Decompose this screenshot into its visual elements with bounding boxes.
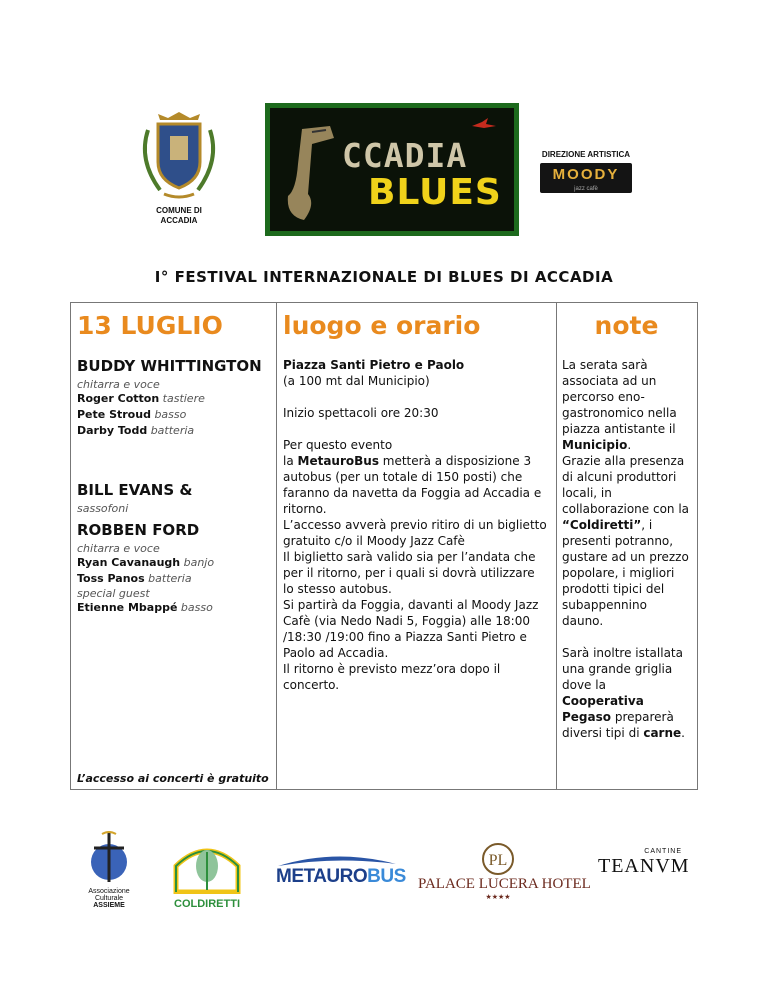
artistic-direction: [540, 150, 632, 193]
festival-title: I° FESTIVAL INTERNAZIONALE DI BLUES DI ACCADIA: [154, 268, 614, 286]
notes-column: [556, 303, 697, 789]
assieme-line1: Associazione: [88, 888, 130, 895]
sponsor-teanum: [598, 848, 688, 878]
bus-paragraph: la MetauroBus metterà a disposizione 3 autobus (per un totale di 150 posti) che faranno da navetta da Foggia ad Accadia e ritorno.: [283, 454, 542, 516]
sponsor-palace-lucera: [418, 842, 591, 901]
moody-logo: [540, 163, 632, 193]
sponsor-coldiretti: [172, 836, 242, 910]
location-header: luogo e orario: [283, 311, 481, 340]
artist-name: ROBBEN FORD: [77, 521, 200, 539]
artists-column: [71, 303, 276, 789]
direction-caption: DIREZIONE ARTISTICA: [541, 150, 631, 159]
note-paragraph: Grazie alla presenza di alcuni produttori locali, in collaborazione con la “Coldiretti”, i presenti potranno, gustare ad un prezzo popolare, i migliori prodotti tipici del subappennino dauno.: [562, 454, 690, 628]
coldiretti-text: COLDIRETTI: [174, 898, 240, 910]
bus-paragraph: Si partirà da Foggia, davanti al Moody Jazz Cafè (via Nedo Nadi 5, Foggia) alle 18:00 /18:30 /19:00 fino a Piazza Santi Pietro e Paolo ad Accadia.: [283, 598, 539, 660]
schedule-table: [70, 302, 698, 790]
crest-caption-line1: COMUNE DI: [156, 206, 202, 215]
globe-icon: [84, 830, 134, 884]
bird-icon: [470, 116, 498, 132]
location-title: Piazza Santi Pietro e Paolo: [283, 358, 465, 372]
logo-word-blues: BLUES: [368, 172, 502, 213]
artist-role: sassofoni: [77, 502, 129, 515]
moody-logo-text: MOODY: [552, 166, 620, 183]
artist-block-1: [77, 357, 270, 439]
artist-block-3: [77, 521, 270, 616]
bus-paragraph: Il ritorno è previsto mezz’ora dopo il concerto.: [283, 662, 501, 692]
assieme-line3: ASSIEME: [93, 902, 125, 909]
start-time: Inizio spettacoli ore 20:30: [283, 406, 439, 420]
date-header: 13 LUGLIO: [77, 311, 223, 340]
sponsor-metaurobus: [276, 854, 406, 890]
artist-role: chitarra e voce: [77, 542, 160, 555]
comune-crest: [130, 110, 228, 228]
teanum-text: TEANVM: [598, 855, 690, 877]
logo-word-accadia: CCADIA: [342, 136, 468, 175]
sponsor-assieme: [84, 830, 134, 909]
band-member: Etienne Mbappé basso: [77, 601, 213, 614]
assieme-line2: Culturale: [94, 895, 123, 902]
artist-block-2: [77, 481, 270, 515]
notes-header: note: [594, 311, 659, 340]
bus-paragraph: Il biglietto sarà valido sia per l’andata che per il ritorno, per i quali si dovrà utilizzare lo stesso autobus.: [283, 550, 536, 596]
crest-caption-line2: ACCADIA: [160, 216, 198, 225]
metaurobus-text: METAUROBUS: [276, 866, 406, 887]
band-member: Pete Stroud basso: [77, 408, 187, 421]
svg-text:PL: PL: [488, 852, 508, 869]
band-member: Ryan Cavanaugh banjo: [77, 556, 215, 569]
free-entry-note: L’accesso ai concerti è gratuito: [77, 772, 269, 785]
artist-name: BILL EVANS &: [77, 481, 193, 499]
moody-logo-sub: jazz cafè: [574, 186, 598, 192]
teanum-small: CANTINE: [644, 848, 682, 855]
coldiretti-ear-icon: [172, 836, 242, 894]
palace-stars: ★★★★: [485, 893, 511, 901]
bus-paragraph: L’accesso avverà previo ritiro di un biglietto gratuito c/o il Moody Jazz Cafè: [283, 518, 547, 548]
note-paragraph: Sarà inoltre istallata una grande griglia dove la Cooperativa Pegaso preparerà diversi tipi di carne.: [562, 646, 685, 740]
bus-paragraph: Per questo evento: [283, 438, 393, 452]
guitar-icon: [282, 124, 342, 224]
band-member: Toss Panos batteria: [77, 572, 192, 585]
band-member: Roger Cotton tastiere: [77, 392, 205, 405]
palace-monogram-icon: [480, 842, 516, 876]
note-paragraph: La serata sarà associata ad un percorso eno-gastronomico nella piazza antistante il Municipio.: [562, 358, 677, 452]
artist-name: BUDDY WHITTINGTON: [77, 357, 262, 375]
palace-text: PALACE LUCERA HOTEL: [418, 876, 591, 892]
special-guest-label: special guest: [77, 587, 150, 600]
crest-icon: [130, 110, 228, 202]
band-member: Darby Todd batteria: [77, 424, 195, 437]
location-sub: (a 100 mt dal Municipio): [283, 374, 430, 388]
location-column: [276, 303, 556, 789]
artist-role: chitarra e voce: [77, 378, 160, 391]
accadia-blues-logo: [265, 103, 519, 236]
